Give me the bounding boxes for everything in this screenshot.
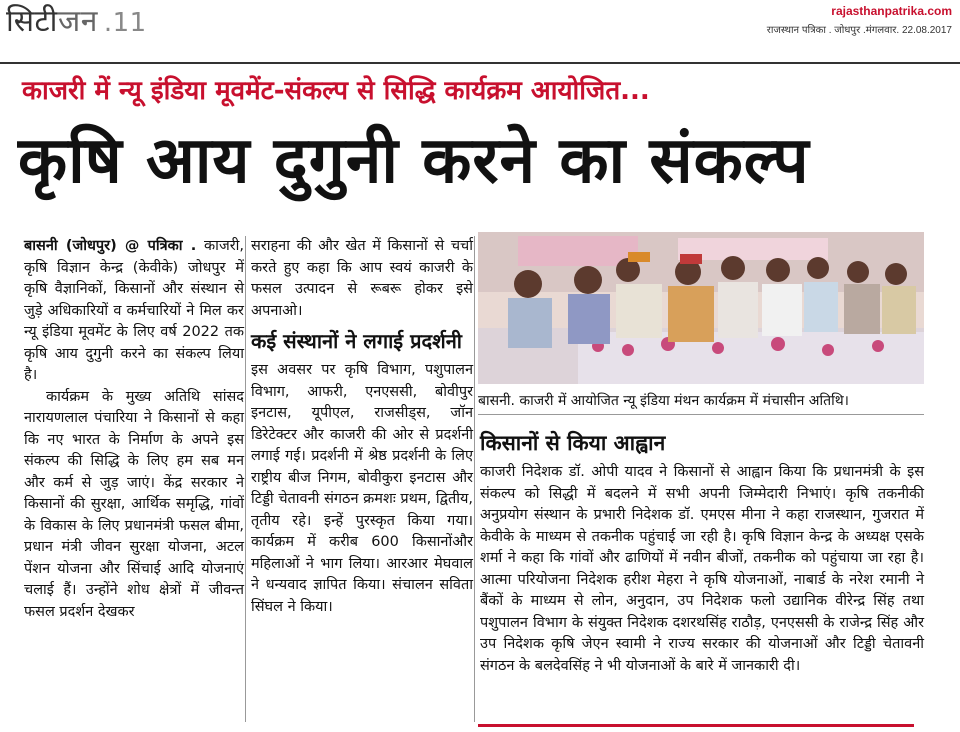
caption-divider: [478, 414, 924, 415]
article-paragraph: [24, 236, 244, 387]
subheading-appeal: किसानों से किया आह्वान: [480, 431, 666, 455]
article-kicker: काजरी में न्यू इंडिया मूवमेंट-संकल्प से सिद्धि कार्यक्रम आयोजित...: [22, 76, 650, 106]
issue-dateline: राजस्थान पत्रिका . जोधपुर .मंगलवार. 22.08.2017: [766, 25, 952, 36]
article-headline: कृषि आय दुगुनी करने का संकल्प: [18, 124, 810, 198]
paragraph-text: काजरी, कृषि विज्ञान केन्द्र (केवीके) जोधपुर में कृषि वैज्ञानिकों, किसानों और संस्थान से जुड़े अधिकारियों व कर्मचारियों ने मिल कर न्यू इंडिया मूवमेंट के लिए वर्ष 2022 तक कृषि आय दुगुनी करने का संकल्प लिया है।: [24, 238, 244, 383]
page-number: .11: [103, 8, 147, 38]
header-divider: [0, 62, 960, 64]
article-dateline: बासनी (जोधपुर) @ पत्रिका .: [24, 238, 197, 254]
article-paragraph: काजरी निदेशक डॉ. ओपी यादव ने किसानों से आह्वान किया कि प्रधानमंत्री के इस संकल्प को सिद्धी में बदलने में सभी अपनी जिम्मेदारी निभाएं। कृषि तकनीकी अनुप्रयोग संस्थान के प्रभारी निदेशक डॉ. एमएस मीना ने कहा राजस्थान, गुजरात में केवीके के माध्यम से तकनीक पहुंचाई जा रही है। कृषि विज्ञान केन्द्र के अध्यक्ष एसके शर्मा ने कहा कि गांवों और ढाणियों में नवीन बीजों, तकनीक को पहुंचाया जा रहा है। आत्मा परियोजना निदेशक हरीश मेहरा ने कृषि योजनाओं, नाबार्ड के नरेश रमानी ने बैंकों के माध्यम से लोन, अनुदान, उप निदेशक फलो उद्यानिक वीरेन्द्र सिंह तथा पशुपालन विभाग के संयुक्त निदेशक दशरथसिंह राठौड़, एनएससी के राजेन्द्र सिंह और उप निदेशक कृषि जेएन स्वामी ने राज्य सरकार की योजनाओं और टिड्डी चेतावनी संगठन के बलदेवसिंह ने भी योजनाओं के बारे में जानकारी दी।: [480, 464, 924, 674]
column-divider: [245, 236, 246, 722]
article-column-2: [251, 236, 473, 618]
article-paragraph: कार्यक्रम के मुख्य अतिथि सांसद नारायणलाल पंचारिया ने किसानों से कहा कि नए भारत के निर्माण के अपने इस संकल्प की सिद्धि के लिए हम सब मन और कर्म से जुड़ जाएं। केंद्र सरकार ने किसानों की सुरक्षा, आर्थिक समृद्धि, गांवों के विकास के लिए प्रधानमंत्री फसल बीमा, प्रधान मंत्री जीवन सुरक्षा योजना, अटल पेंशन योजना और सिंचाई आदि योजनाएं चलाई हैं। उन्होंने शोध क्षेत्रों में जीवन्त फसल प्रदर्शन देखकर: [24, 388, 244, 620]
column-divider: [474, 236, 475, 722]
bottom-accent-rule: [478, 724, 914, 727]
article-column-1: [24, 236, 244, 623]
subheading-exhibitions: कई संस्थानों ने लगाई प्रदर्शनी: [251, 329, 462, 353]
section-jan: जन: [57, 4, 98, 39]
section-name: [6, 4, 147, 41]
site-link[interactable]: rajasthanpatrika.com: [831, 4, 952, 18]
section-city: सिटी: [6, 4, 58, 39]
photo-illustration: [478, 232, 924, 384]
stage-guests-photo: [478, 232, 924, 384]
article-paragraph: सराहना की और खेत में किसानों से चर्चा करते हुए कहा कि आप स्वयं काजरी के फसल उत्पादन से रूबरू होकर इसे अपनाओ।: [251, 238, 473, 319]
article-paragraph: इस अवसर पर कृषि विभाग, पशुपालन विभाग, आफरी, एनएससी, बोवीपुर इनटास, यूपीएल, राजसीड्स, जॉन डिरेटेक्टर और काजरी की ओर से प्रदर्शनी लगाई गई। प्रदर्शनी में श्रेष्ठ प्रदर्शनी के लिए राष्ट्रीय बीज निगम, बोवीकुरा इनटास और टिड्डी चेतावनी संगठन क्रमशः प्रथम, द्वितीय, तृतीय रहे। इन्हें पुरस्कृत किया गया। कार्यक्रम में करीब 600 किसानोंऔर महिलाओं ने भाग लिया। आरआर मेघवाल ने धन्यवाद ज्ञापित किया। संचालन सविता सिंघल ने किया।: [251, 362, 473, 615]
article-column-3: [480, 430, 924, 677]
photo-caption: बासनी. काजरी में आयोजित न्यू इंडिया मंथन कार्यक्रम में मंचासीन अतिथि।: [478, 393, 849, 409]
